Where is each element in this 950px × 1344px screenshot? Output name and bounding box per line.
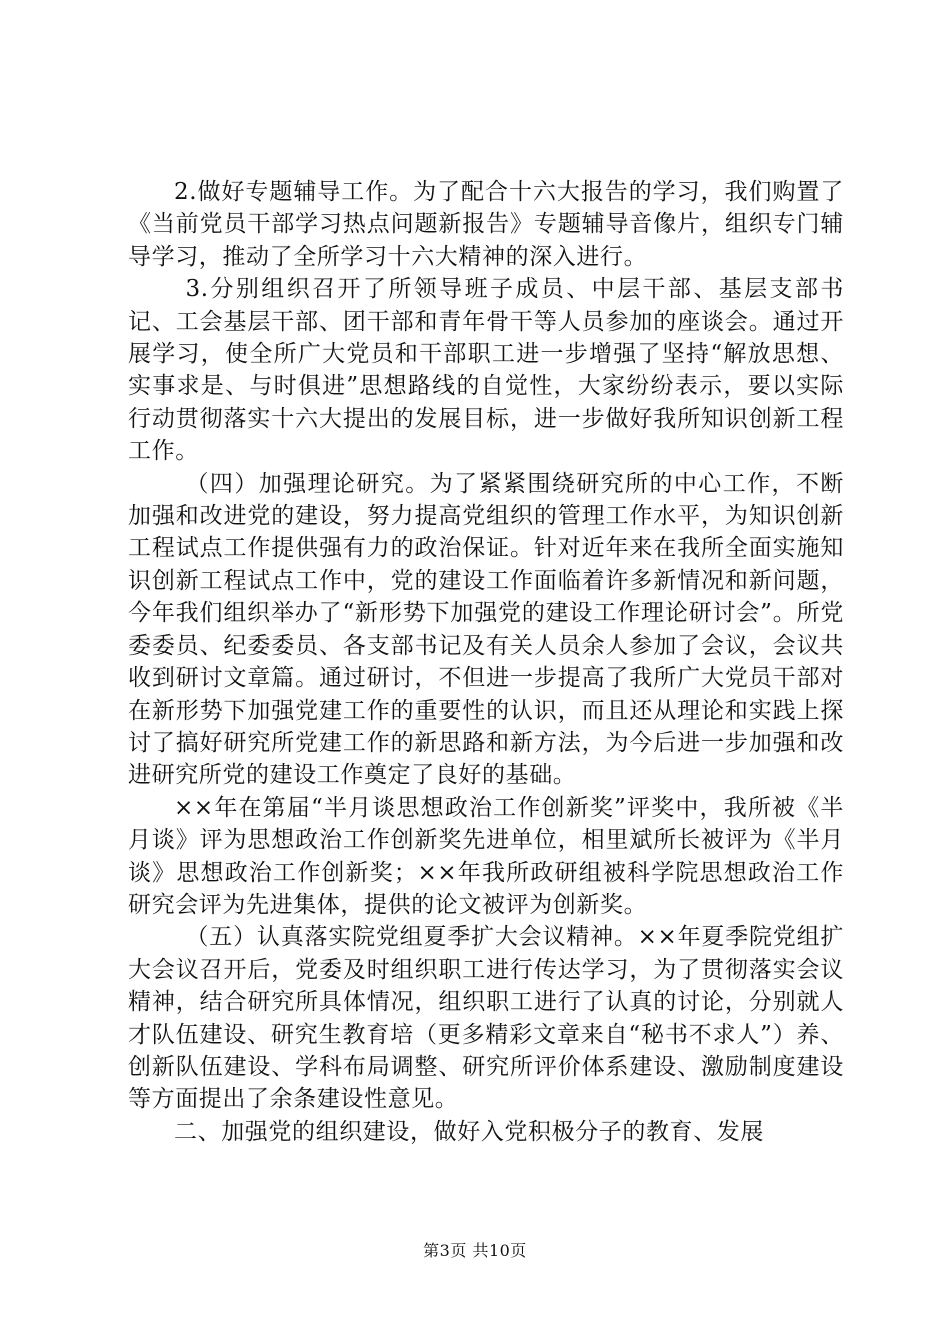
paragraph-symposium: 3.分别组织召开了所领导班子成员、中层干部、基层支部书记、工会基层干部、团干部和青年骨干等人员参加的座谈会。通过开展学习，使全所广大党员和干部职工进一步增强了坚持“解放思想、实事求是、与时俱进”思想路线的自觉性，大家纷纷表示，要以实际行动贯彻落实十六大提出的发展目标，进一步做好我所知识创新工程工作。 bbox=[128, 276, 844, 465]
document-body bbox=[128, 176, 844, 1148]
paragraph-innovation-award: ××年在第届“半月谈思想政治工作创新奖”评奖中，我所被《半月谈》评为思想政治工作创新奖先进单位，相里斌所长被评为《半月谈》思想政治工作创新奖；××年我所政研组被科学院思想政治工作研究会评为先进集体，提供的论文被评为创新奖。 bbox=[128, 794, 844, 918]
page-number-footer: 第3页 共10页 bbox=[423, 1241, 527, 1260]
paragraph-topic-guidance: 2.做好专题辅导工作。为了配合十六大报告的学习，我们购置了《当前党员干部学习热点问题新报告》专题辅导音像片，组织专门辅导学习，推动了全所学习十六大精神的深入进行。 bbox=[128, 179, 844, 270]
paragraph-summer-meeting: （五）认真落实院党组夏季扩大会议精神。××年夏季院党组扩大会议召开后，党委及时组织职工进行传达学习，为了贯彻落实会议精神，结合研究所具体情况，组织职工进行了认真的讨论，分别就人才队伍建设、研究生教育培（更多精彩文章来自“秘书不求人”）养、创新队伍建设、学科布局调整、研究所评价体系建设、激励制度建设等方面提出了余条建设性意见。 bbox=[128, 924, 844, 1113]
paragraph-organization-heading: 二、加强党的组织建设，做好入党积极分子的教育、发展 bbox=[174, 1118, 764, 1145]
paragraph-theory-research: （四）加强理论研究。为了紧紧围绕研究所的中心工作，不断加强和改进党的建设，努力提高党组织的管理工作水平，为知识创新工程试点工作提供强有力的政治保证。针对近年来在我所全面实施知识创新工程试点工作中，党的建设工作面临着许多新情况和新问题，今年我们组织举办了“新形势下加强党的建设工作理论研讨会”。所党委委员、纪委委员、各支部书记及有关人员余人参加了会议，会议共收到研讨文章篇。通过研讨，不但进一步提高了我所广大党员干部对在新形势下加强党建工作的重要性的认识，而且还从理论和实践上探讨了搞好研究所党建工作的新思路和新方法，为今后进一步加强和改进研究所党的建设工作奠定了良好的基础。 bbox=[128, 470, 844, 789]
